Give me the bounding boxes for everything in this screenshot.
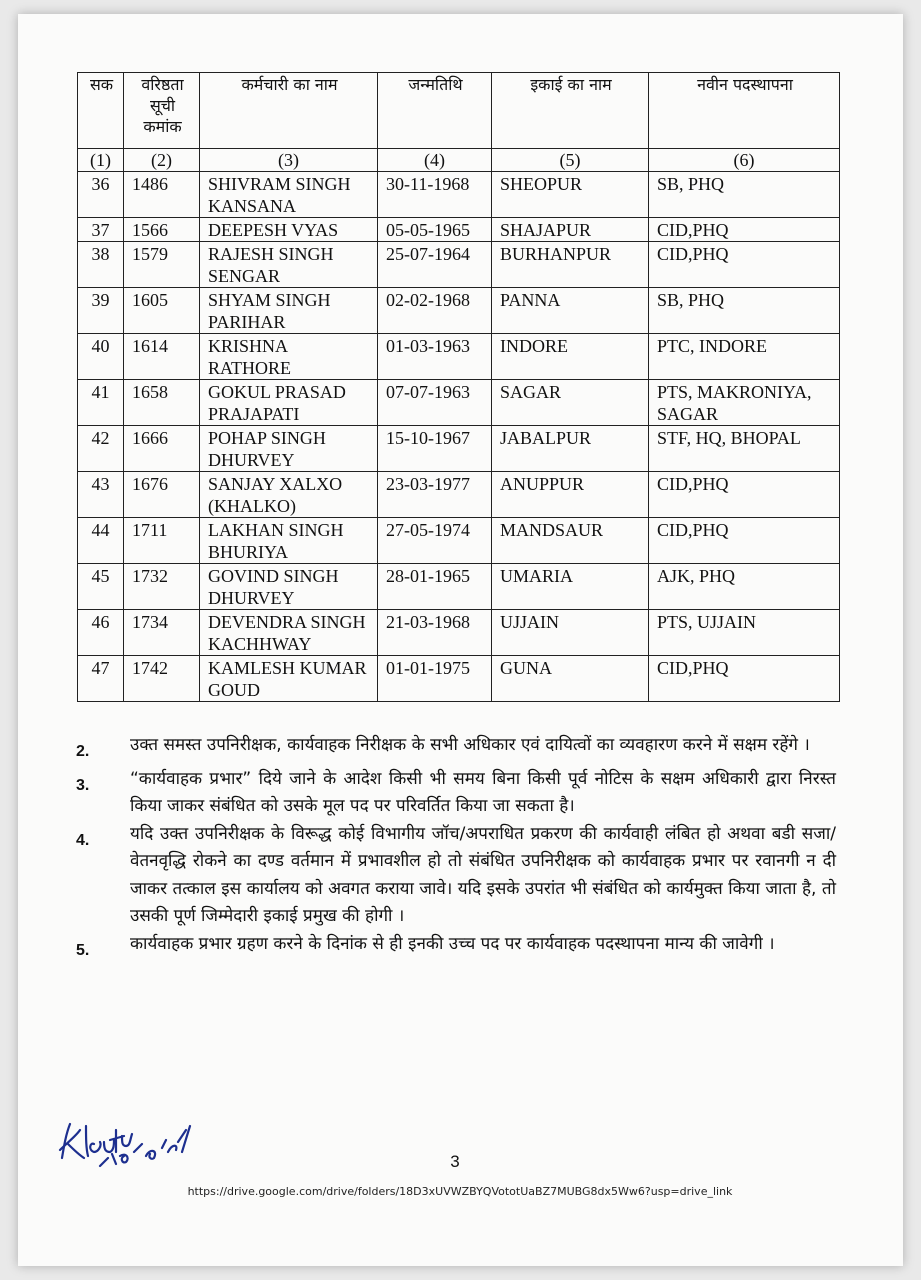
employee-name: LAKHAN SINGH BHURIYA xyxy=(200,518,378,564)
seniority-number: 1658 xyxy=(124,380,200,426)
header-dob: जन्मतिथि xyxy=(378,73,492,149)
employee-name: RAJESH SINGH SENGAR xyxy=(200,242,378,288)
table-row xyxy=(78,610,840,656)
unit-name: UMARIA xyxy=(492,564,649,610)
seniority-number: 1566 xyxy=(124,218,200,242)
new-posting: SB, PHQ xyxy=(649,288,840,334)
table-row xyxy=(78,518,840,564)
new-posting: PTS, UJJAIN xyxy=(649,610,840,656)
seniority-number: 1734 xyxy=(124,610,200,656)
employee-name: GOVIND SINGH DHURVEY xyxy=(200,564,378,610)
seniority-number: 1579 xyxy=(124,242,200,288)
serial-number: 37 xyxy=(78,218,124,242)
unit-name: INDORE xyxy=(492,334,649,380)
column-number: (5) xyxy=(492,149,649,172)
unit-name: PANNA xyxy=(492,288,649,334)
serial-number: 40 xyxy=(78,334,124,380)
paragraph-text: कार्यवाहक प्रभार ग्रहण करने के दिनांक से ही इनकी उच्च पद पर कार्यवाहक पदस्थापना मान्य की जावेगी । xyxy=(130,933,775,954)
employee-name: SHYAM SINGH PARIHAR xyxy=(200,288,378,334)
posting-table xyxy=(77,72,840,702)
column-number: (3) xyxy=(200,149,378,172)
unit-name: MANDSAUR xyxy=(492,518,649,564)
page-number: 3 xyxy=(450,1152,460,1171)
seniority-number: 1605 xyxy=(124,288,200,334)
seniority-number: 1614 xyxy=(124,334,200,380)
unit-name: SHEOPUR xyxy=(492,172,649,218)
order-paragraph xyxy=(76,821,836,931)
new-posting: STF, HQ, BHOPAL xyxy=(649,426,840,472)
new-posting: CID,PHQ xyxy=(649,218,840,242)
date-of-birth: 01-03-1963 xyxy=(378,334,492,380)
employee-name: SANJAY XALXO (KHALKO) xyxy=(200,472,378,518)
table-row xyxy=(78,218,840,242)
table-body xyxy=(78,172,840,702)
table-row xyxy=(78,172,840,218)
seniority-number: 1732 xyxy=(124,564,200,610)
header-seniority: वरिष्ठता सूची कमांक xyxy=(124,73,200,149)
paragraph-number: 2. xyxy=(76,743,90,760)
date-of-birth: 25-07-1964 xyxy=(378,242,492,288)
serial-number: 46 xyxy=(78,610,124,656)
new-posting: PTS, MAKRONIYA, SAGAR xyxy=(649,380,840,426)
table-row xyxy=(78,242,840,288)
seniority-number: 1711 xyxy=(124,518,200,564)
serial-number: 36 xyxy=(78,172,124,218)
table-row xyxy=(78,288,840,334)
header-sno: सक xyxy=(78,73,124,149)
serial-number: 42 xyxy=(78,426,124,472)
date-of-birth: 01-01-1975 xyxy=(378,656,492,702)
header-new-posting: नवीन पदस्थापना xyxy=(649,73,840,149)
header-employee-name: कर्मचारी का नाम xyxy=(200,73,378,149)
paragraph-text: उक्त समस्त उपनिरीक्षक, कार्यवाहक निरीक्षक के सभी अधिकार एवं दायित्वों का व्यवहारण करने में सक्षम रहेंगे । xyxy=(130,735,810,755)
serial-number: 39 xyxy=(78,288,124,334)
employee-name: POHAP SINGH DHURVEY xyxy=(200,426,378,472)
serial-number: 38 xyxy=(78,242,124,288)
drive-link[interactable]: https://drive.google.com/drive/folders/18D3xUVWZBYQVototUaBZ7MUBG8dx5Ww6?usp=drive_link xyxy=(187,1185,733,1198)
table-row xyxy=(78,334,840,380)
paragraph-text: यदि उक्त उपनिरीक्षक के विरूद्ध कोई विभागीय जॉच/अपराधित प्रकरण की कार्यवाही लंबित हो अथवा बडी सजा/वेतनवृद्धि रोकने का दण्ड वर्तमान में प्रभावशील हो तो संबंधित उपनिरीक्षक को कार्यवाहक प्रभार पर रवानगी न दी जाकर तत्काल इस कार्यालय को अवगत कराया जावे। यदि इसके उपरांत भी संबंधित को कार्यमुक्त किया जाता है, तो उसकी पूर्ण जिम्मेदारी इकाई प्रमुख की होगी । xyxy=(130,823,836,926)
employee-name: DEEPESH VYAS xyxy=(200,218,378,242)
paragraph-number: 4. xyxy=(76,831,90,849)
table-header-row xyxy=(78,73,840,149)
column-number: (1) xyxy=(78,149,124,172)
date-of-birth: 30-11-1968 xyxy=(378,172,492,218)
serial-number: 44 xyxy=(78,518,124,564)
column-number: (4) xyxy=(378,149,492,172)
seniority-number: 1666 xyxy=(124,426,200,472)
new-posting: CID,PHQ xyxy=(649,656,840,702)
table-row xyxy=(78,426,840,472)
employee-name: DEVENDRA SINGH KACHHWAY xyxy=(200,610,378,656)
serial-number: 45 xyxy=(78,564,124,610)
date-of-birth: 23-03-1977 xyxy=(378,472,492,518)
seniority-number: 1742 xyxy=(124,656,200,702)
order-paragraph xyxy=(76,766,836,821)
seniority-number: 1486 xyxy=(124,172,200,218)
new-posting: SB, PHQ xyxy=(649,172,840,218)
employee-name: SHIVRAM SINGH KANSANA xyxy=(200,172,378,218)
date-of-birth: 05-05-1965 xyxy=(378,218,492,242)
unit-name: JABALPUR xyxy=(492,426,649,472)
column-number-row xyxy=(78,149,840,172)
date-of-birth: 28-01-1965 xyxy=(378,564,492,610)
new-posting: AJK, PHQ xyxy=(649,564,840,610)
date-of-birth: 02-02-1968 xyxy=(378,288,492,334)
date-of-birth: 27-05-1974 xyxy=(378,518,492,564)
signature xyxy=(50,1100,210,1180)
serial-number: 41 xyxy=(78,380,124,426)
date-of-birth: 21-03-1968 xyxy=(378,610,492,656)
unit-name: GUNA xyxy=(492,656,649,702)
new-posting: CID,PHQ xyxy=(649,472,840,518)
header-unit: इकाई का नाम xyxy=(492,73,649,149)
new-posting: PTC, INDORE xyxy=(649,334,840,380)
paragraph-text: “कार्यवाहक प्रभार” दिये जाने के आदेश किसी भी समय बिना किसी पूर्व नोटिस के सक्षम अधिकारी द्वारा निरस्त किया जाकर संबंधित को उसके मूल पद पर परिवर्तित किया जा सकता है। xyxy=(130,768,836,816)
unit-name: SHAJAPUR xyxy=(492,218,649,242)
seniority-number: 1676 xyxy=(124,472,200,518)
unit-name: UJJAIN xyxy=(492,610,649,656)
new-posting: CID,PHQ xyxy=(649,518,840,564)
column-number: (6) xyxy=(649,149,840,172)
serial-number: 47 xyxy=(78,656,124,702)
order-paragraph xyxy=(76,931,836,965)
order-paragraphs xyxy=(76,732,836,964)
paragraph-number: 5. xyxy=(76,941,90,959)
column-number: (2) xyxy=(124,149,200,172)
unit-name: ANUPPUR xyxy=(492,472,649,518)
paragraph-number: 3. xyxy=(76,776,90,794)
new-posting: CID,PHQ xyxy=(649,242,840,288)
unit-name: SAGAR xyxy=(492,380,649,426)
serial-number: 43 xyxy=(78,472,124,518)
table-row xyxy=(78,656,840,702)
order-paragraph xyxy=(76,732,836,766)
employee-name: KRISHNA RATHORE xyxy=(200,334,378,380)
table-row xyxy=(78,472,840,518)
unit-name: BURHANPUR xyxy=(492,242,649,288)
employee-name: GOKUL PRASAD PRAJAPATI xyxy=(200,380,378,426)
date-of-birth: 15-10-1967 xyxy=(378,426,492,472)
employee-name: KAMLESH KUMAR GOUD xyxy=(200,656,378,702)
table-row xyxy=(78,380,840,426)
date-of-birth: 07-07-1963 xyxy=(378,380,492,426)
table-row xyxy=(78,564,840,610)
